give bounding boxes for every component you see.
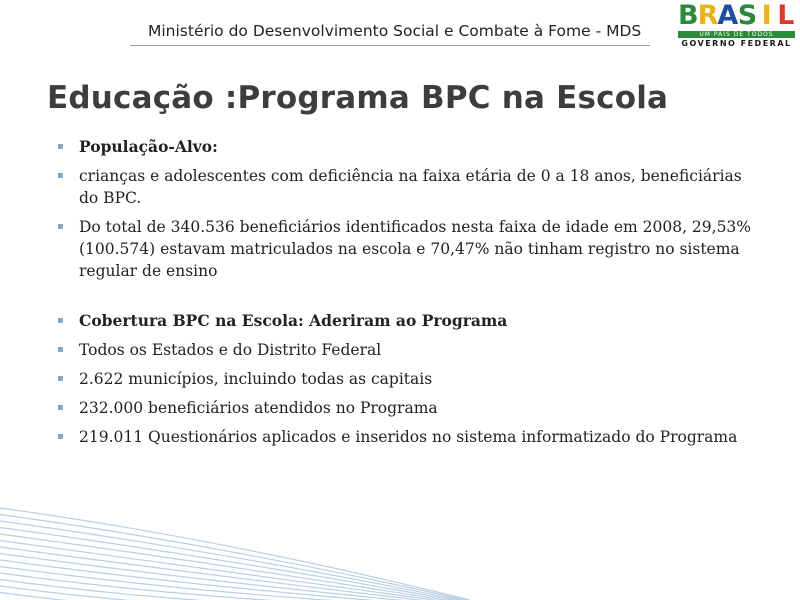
- logo-government: GOVERNO FEDERAL: [681, 39, 792, 48]
- list-item: [57, 339, 757, 361]
- logo-letter: L: [777, 0, 794, 31]
- list-item-text: 219.011 Questionários aplicados e inseridos no sistema informatizado do Programa: [79, 428, 738, 446]
- list-item: [57, 426, 757, 448]
- brasil-government-logo: [678, 2, 795, 48]
- logo-letter: R: [697, 0, 718, 31]
- bullet-icon: ▪: [57, 141, 64, 152]
- bullet-icon: ▪: [57, 221, 64, 232]
- list-item: [57, 397, 757, 419]
- header-divider: [130, 45, 650, 46]
- bullet-list: [57, 136, 757, 448]
- bullet-icon: ▪: [57, 402, 64, 413]
- decorative-stripe: [0, 593, 470, 600]
- bullet-icon: ▪: [57, 431, 64, 442]
- decorative-stripe: [0, 528, 470, 600]
- decorative-stripes: [0, 500, 800, 600]
- logo-letter: B: [678, 0, 698, 31]
- decorative-stripe: [0, 508, 470, 600]
- logo-letter: S: [737, 0, 757, 31]
- bullet-icon: ▪: [57, 344, 64, 355]
- list-item-text: 2.622 municípios, incluindo todas as capitais: [79, 370, 433, 388]
- ministry-header: Ministério do Desenvolvimento Social e Combate à Fome - MDS: [148, 22, 642, 40]
- list-item: [57, 216, 757, 282]
- list-item: [57, 136, 757, 158]
- decorative-stripe: [0, 560, 470, 600]
- slide-title: Educação :Programa BPC na Escola: [47, 80, 669, 116]
- logo-letter: A: [717, 0, 738, 31]
- list-item-text: crianças e adolescentes com deficiência na faixa etária de 0 a 18 anos, beneficiárias do BPC.: [79, 167, 742, 207]
- logo-letters: [678, 2, 795, 30]
- list-item-text: 232.000 beneficiários atendidos no Programa: [79, 399, 438, 417]
- bullet-icon: ▪: [57, 373, 64, 384]
- bullet-icon: ▪: [57, 170, 64, 181]
- list-item-text: Cobertura BPC na Escola: Aderiram ao Programa: [79, 311, 508, 330]
- decorative-stripe: [0, 541, 470, 600]
- list-item: [57, 310, 757, 332]
- logo-tagline: UM PAÍS DE TODOS: [678, 31, 795, 38]
- list-item: [57, 368, 757, 390]
- list-item-text: Do total de 340.536 beneficiários identificados nesta faixa de idade em 2008, 29,53% (100.574) estavam matriculados na escola e 70,47% não tinham registro no sistema regular de ensino: [79, 218, 752, 280]
- logo-letter: I: [761, 0, 771, 31]
- decorative-stripe: [0, 547, 470, 600]
- bullet-icon: ▪: [57, 315, 64, 326]
- list-item: [57, 165, 757, 209]
- list-item-text: População-Alvo:: [79, 137, 218, 156]
- list-item-text: Todos os Estados e do Distrito Federal: [79, 341, 382, 359]
- decorative-stripe: [0, 573, 470, 600]
